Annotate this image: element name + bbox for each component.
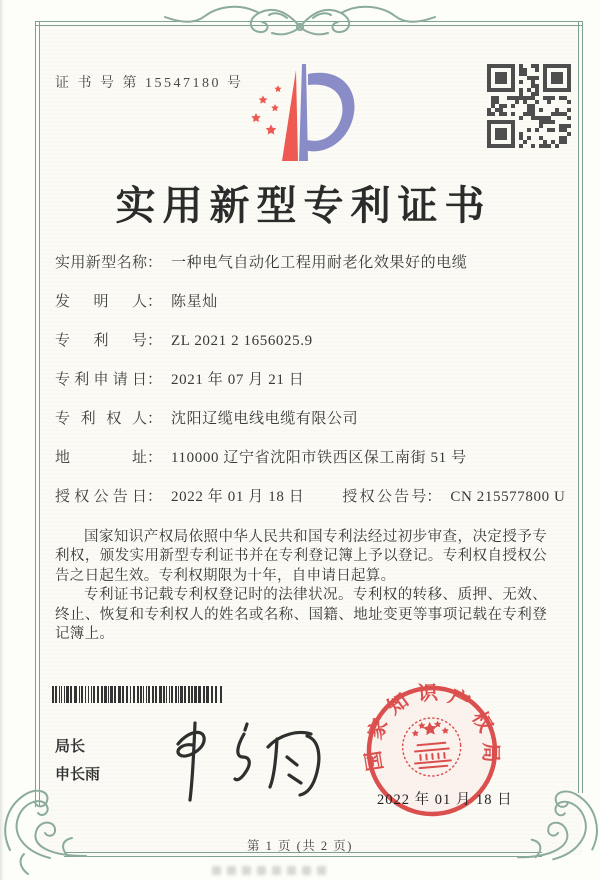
field-value: 陈星灿 xyxy=(171,294,218,310)
officer-name: 申长雨 xyxy=(55,766,101,783)
field-inventor xyxy=(55,291,218,313)
field-patentee xyxy=(55,408,358,430)
field-patent-no xyxy=(55,330,313,352)
field-label: 地址 xyxy=(55,450,147,466)
field-label: 授权公告日 xyxy=(55,489,147,505)
officer-block xyxy=(55,733,100,789)
field-name xyxy=(55,252,467,274)
field-value: 2021 年 07 月 21 日 xyxy=(171,372,305,388)
field-label: 专利权人 xyxy=(55,411,147,427)
field-value: 一种电气自动化工程用耐老化效果好的电缆 xyxy=(171,255,468,271)
officer-title: 局长 xyxy=(55,738,86,755)
colon: ： xyxy=(147,489,163,505)
field-label: 专利号 xyxy=(55,333,147,349)
colon: ： xyxy=(426,489,442,505)
next-page-bleed xyxy=(212,866,330,875)
field-label: 实用新型名称 xyxy=(55,255,147,271)
seal-date: 2022 年 01 月 18 日 xyxy=(377,792,513,808)
frame-top-line xyxy=(35,21,583,26)
field-value: 2022 年 01 月 18 日 xyxy=(171,489,305,505)
colon: ： xyxy=(147,372,163,388)
legal-paragraph-2: 专利证书记载专利权登记时的法律状况。专利权的转移、质押、无效、终止、恢复和专利权人的姓名或名称、国籍、地址变更等事项记载在专利登记簿上。 xyxy=(55,587,547,643)
barcode-icon xyxy=(52,686,224,703)
field-grant-row xyxy=(55,486,565,508)
page-number: 第 1 页 (共 2 页) xyxy=(247,839,353,853)
field-label: 授权公告号 xyxy=(342,489,427,505)
colon: ： xyxy=(147,255,163,271)
scan-edge-shadow xyxy=(0,0,4,880)
colon: ： xyxy=(147,333,163,349)
colon: ： xyxy=(147,411,163,427)
field-label: 专利申请日 xyxy=(55,372,147,388)
colon: ： xyxy=(147,450,163,466)
colon: ： xyxy=(147,294,163,310)
field-value: 沈阳辽缆电线电缆有限公司 xyxy=(171,411,359,427)
certificate-title: 实用新型专利证书 xyxy=(115,183,492,228)
legal-paragraph-1: 国家知识产权局依照中华人民共和国专利法经过初步审查，决定授予专利权，颁发实用新型专利证书并在专利登记簿上予以登记。专利权自授权公告之日起生效。专利权期限为十年，自申请日起算。 xyxy=(55,529,547,584)
field-filing-date xyxy=(55,369,304,391)
certificate-number: 证 书 号 第 15547180 号 xyxy=(55,76,244,91)
field-value: CN 215577800 U xyxy=(450,489,566,505)
legal-text xyxy=(55,528,547,644)
signature-icon xyxy=(148,716,344,812)
frame-right-line xyxy=(578,21,583,793)
field-value: ZL 2021 2 1656025.9 xyxy=(171,333,313,349)
cnipa-logo-icon xyxy=(238,57,368,169)
field-label: 发明人 xyxy=(55,294,147,310)
qr-code-icon xyxy=(487,64,571,148)
field-address xyxy=(55,447,467,469)
seal-ring-text: 国家知识产权局 xyxy=(362,682,502,773)
field-value: 110000 辽宁省沈阳市铁西区保工南街 51 号 xyxy=(171,450,467,466)
frame-left-line xyxy=(35,21,40,807)
